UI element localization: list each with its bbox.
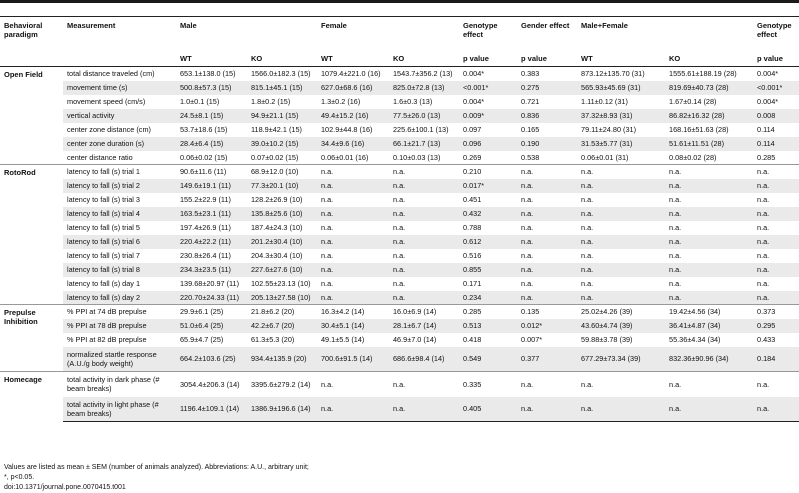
- value-cell: n.a.: [757, 251, 770, 260]
- value-cell: n.a.: [517, 179, 577, 193]
- value-cell: 220.4±22.2 (11): [176, 235, 247, 249]
- value-cell: 49.4±15.2 (16): [317, 109, 389, 123]
- value-cell: 0.08±0.02 (28): [669, 152, 717, 162]
- table-row: [0, 81, 799, 95]
- value-cell: n.a.: [577, 263, 665, 277]
- table-row: [0, 193, 799, 207]
- value-cell: 39.0±10.2 (15): [247, 137, 317, 151]
- value-cell: 0.275: [517, 81, 577, 95]
- table-row: [0, 277, 799, 291]
- value-cell: 102.9±44.8 (16): [321, 125, 373, 134]
- table-row: [0, 109, 799, 123]
- value-cell: n.a.: [665, 263, 753, 277]
- value-cell: 42.2±6.7 (20): [247, 319, 317, 333]
- value-cell: 19.42±4.56 (34): [665, 305, 753, 319]
- value-cell: 627.0±68.6 (16): [317, 81, 389, 95]
- value-cell: 3395.6±279.2 (14): [247, 372, 317, 397]
- table-row: [0, 123, 799, 137]
- value-cell: 21.8±6.2 (20): [247, 305, 317, 319]
- header-female-ko: KO: [389, 51, 459, 67]
- table-top-rule: [0, 0, 799, 3]
- value-cell: n.a.: [577, 207, 665, 221]
- value-cell: 0.269: [463, 152, 482, 162]
- value-cell: n.a.: [521, 195, 534, 204]
- measurement-cell: latency to fall (s) trial 5: [67, 223, 140, 232]
- value-cell: n.a.: [393, 223, 406, 232]
- value-cell: 36.41±4.87 (34): [665, 319, 753, 333]
- value-cell: 0.549: [459, 347, 517, 372]
- value-cell: n.a.: [517, 235, 577, 249]
- value-cell: 0.017*: [459, 179, 517, 193]
- value-cell: 90.6±11.6 (11): [176, 165, 247, 179]
- measurement-cell: latency to fall (s) trial 3: [67, 195, 140, 204]
- table-row: [0, 347, 799, 372]
- value-cell: 686.6±98.4 (14): [389, 347, 459, 372]
- value-cell: 0.07±0.02 (15): [251, 152, 299, 162]
- value-cell: 234.3±23.5 (11): [176, 263, 247, 277]
- value-cell: 28.4±6.4 (15): [176, 137, 247, 151]
- header-genotype-effect: Genotype effect: [463, 21, 498, 39]
- value-cell: 0.612: [459, 235, 517, 249]
- value-cell: n.a.: [665, 235, 753, 249]
- value-cell: 1.8±0.2 (15): [251, 97, 291, 106]
- value-cell: 187.4±24.3 (10): [251, 223, 303, 232]
- value-cell: n.a.: [393, 195, 406, 204]
- value-cell: 0.513: [459, 319, 517, 333]
- value-cell: 934.4±135.9 (20): [247, 347, 317, 372]
- measurement-cell: latency to fall (s) trial 8: [63, 263, 176, 277]
- value-cell: 3054.4±206.3 (14): [176, 372, 247, 397]
- value-cell: 653.1±138.0 (15): [176, 67, 247, 81]
- measurement-cell: % PPI at 82 dB prepulse: [67, 335, 147, 344]
- measurement-cell: movement time (s): [63, 81, 176, 95]
- value-cell: 0.383: [517, 67, 577, 81]
- value-cell: n.a.: [321, 251, 334, 260]
- measurement-cell: latency to fall (s) trial 6: [63, 235, 176, 249]
- value-cell: 201.2±30.4 (10): [247, 235, 317, 249]
- value-cell: n.a.: [753, 207, 799, 221]
- value-cell: 700.6±91.5 (14): [317, 347, 389, 372]
- value-cell: n.a.: [753, 372, 799, 397]
- value-cell: n.a.: [389, 397, 459, 422]
- measurement-cell: % PPI at 78 dB prepulse: [63, 319, 176, 333]
- value-cell: n.a.: [317, 397, 389, 422]
- value-cell: 0.06±0.02 (15): [180, 152, 228, 162]
- table-row: [0, 291, 799, 305]
- value-cell: 0.433: [757, 335, 776, 344]
- value-cell: 168.16±51.63 (28): [669, 125, 729, 134]
- value-cell: 227.6±27.6 (10): [247, 263, 317, 277]
- value-cell: n.a.: [517, 372, 577, 397]
- measurement-cell: vertical activity: [63, 109, 176, 123]
- table-row: [0, 95, 799, 109]
- value-cell: n.a.: [757, 279, 770, 288]
- value-cell: 230.8±26.4 (11): [180, 251, 231, 260]
- value-cell: 832.36±90.96 (34): [665, 347, 753, 372]
- value-cell: 1566.0±182.3 (15): [247, 67, 317, 81]
- value-cell: n.a.: [317, 179, 389, 193]
- table-row: [0, 249, 799, 263]
- value-cell: n.a.: [317, 291, 389, 305]
- value-cell: n.a.: [389, 291, 459, 305]
- value-cell: n.a.: [577, 235, 665, 249]
- value-cell: 0.234: [459, 291, 517, 305]
- value-cell: 53.7±18.6 (15): [180, 125, 228, 134]
- value-cell: n.a.: [393, 251, 406, 260]
- value-cell: n.a.: [665, 397, 753, 422]
- measurement-cell: center zone duration (s): [63, 137, 176, 151]
- value-cell: 0.004*: [753, 67, 799, 81]
- value-cell: n.a.: [389, 372, 459, 397]
- paradigm-cell: Homecage: [0, 372, 63, 422]
- footnote-significance: *, p<0.05.: [4, 474, 35, 481]
- value-cell: n.a.: [665, 165, 753, 179]
- header-gender-pvalue: p value: [517, 51, 577, 67]
- value-cell: 139.68±20.97 (11): [180, 279, 240, 288]
- value-cell: 873.12±135.70 (31): [577, 67, 665, 81]
- value-cell: n.a.: [389, 207, 459, 221]
- value-cell: 135.8±25.6 (10): [247, 207, 317, 221]
- value-cell: 197.4±26.9 (11): [180, 223, 231, 232]
- value-cell: n.a.: [389, 235, 459, 249]
- table-row: [0, 207, 799, 221]
- value-cell: n.a.: [669, 279, 682, 288]
- value-cell: 220.70±24.33 (11): [176, 291, 247, 305]
- value-cell: 0.788: [463, 223, 482, 232]
- value-cell: n.a.: [669, 195, 682, 204]
- value-cell: 0.10±0.03 (13): [393, 152, 441, 162]
- value-cell: 677.29±73.34 (39): [577, 347, 665, 372]
- value-cell: 500.8±57.3 (15): [176, 81, 247, 95]
- measurement-cell: movement speed (cm/s): [67, 97, 146, 106]
- header-paradigm: Behavioral paradigm: [4, 21, 43, 39]
- value-cell: 664.2±103.6 (25): [176, 347, 247, 372]
- table-row: [0, 165, 799, 179]
- table-row: [0, 179, 799, 193]
- value-cell: n.a.: [517, 291, 577, 305]
- value-cell: 815.1±45.1 (15): [247, 81, 317, 95]
- value-cell: n.a.: [517, 207, 577, 221]
- value-cell: 1386.9±196.6 (14): [247, 397, 317, 422]
- value-cell: <0.001*: [753, 81, 799, 95]
- value-cell: 0.538: [521, 152, 540, 162]
- header-male-ko: KO: [247, 51, 317, 67]
- paradigm-cell: RotoRod: [0, 165, 63, 305]
- value-cell: n.a.: [581, 251, 594, 260]
- value-cell: 51.0±6.4 (25): [176, 319, 247, 333]
- value-cell: 61.3±5.3 (20): [251, 335, 295, 344]
- value-cell: n.a.: [753, 263, 799, 277]
- header-male-female: Male+Female: [581, 21, 628, 30]
- value-cell: 59.88±3.78 (39): [581, 335, 633, 344]
- value-cell: 30.4±5.1 (14): [317, 319, 389, 333]
- value-cell: 0.135: [517, 305, 577, 319]
- value-cell: 0.114: [753, 137, 799, 151]
- value-cell: 24.5±8.1 (15): [176, 109, 247, 123]
- value-cell: 28.1±6.7 (14): [389, 319, 459, 333]
- value-cell: n.a.: [517, 397, 577, 422]
- table-footnotes: [4, 463, 309, 493]
- value-cell: 65.9±4.7 (25): [180, 335, 224, 344]
- value-cell: 1196.4±109.1 (14): [176, 397, 247, 422]
- value-cell: 68.9±12.0 (10): [247, 165, 317, 179]
- value-cell: 1.6±0.3 (13): [393, 97, 433, 106]
- value-cell: n.a.: [389, 263, 459, 277]
- value-cell: 565.93±45.69 (31): [577, 81, 665, 95]
- measurement-cell: latency to fall (s) trial 1: [63, 165, 176, 179]
- value-cell: 1.0±0.1 (15): [180, 97, 220, 106]
- value-cell: n.a.: [317, 165, 389, 179]
- value-cell: 128.2±26.9 (10): [251, 195, 303, 204]
- value-cell: n.a.: [581, 223, 594, 232]
- value-cell: 0.516: [463, 251, 482, 260]
- table-row: [0, 221, 799, 235]
- value-cell: n.a.: [321, 223, 334, 232]
- value-cell: 0.012*: [517, 319, 577, 333]
- footnote-values: Values are listed as mean ± SEM (number of animals analyzed). Abbreviations: A.U., arbitrary unit;: [4, 464, 309, 471]
- header-measurement: Measurement: [67, 21, 116, 30]
- header-row-2: [0, 51, 799, 67]
- header-mf-wt: WT: [577, 51, 665, 67]
- value-cell: 0.004*: [757, 97, 779, 106]
- value-cell: n.a.: [753, 235, 799, 249]
- value-cell: 1.67±0.14 (28): [669, 97, 717, 106]
- table-body: [0, 67, 799, 422]
- header-combined-pvalue: p value: [753, 51, 799, 67]
- paradigm-cell: Open Field: [0, 67, 63, 165]
- value-cell: 34.4±9.6 (16): [317, 137, 389, 151]
- table-row: [0, 67, 799, 81]
- value-cell: n.a.: [321, 195, 334, 204]
- behavioral-data-table: [0, 16, 799, 422]
- value-cell: 1543.7±356.2 (13): [389, 67, 459, 81]
- table-row: [0, 305, 799, 319]
- value-cell: 94.9±21.1 (15): [247, 109, 317, 123]
- value-cell: 118.9±42.1 (15): [251, 125, 302, 134]
- value-cell: 79.11±24.80 (31): [581, 125, 637, 134]
- header-female: Female: [321, 21, 347, 30]
- value-cell: n.a.: [753, 397, 799, 422]
- value-cell: 16.0±6.9 (14): [389, 305, 459, 319]
- value-cell: n.a.: [389, 165, 459, 179]
- value-cell: 0.190: [517, 137, 577, 151]
- value-cell: n.a.: [665, 291, 753, 305]
- value-cell: n.a.: [665, 372, 753, 397]
- value-cell: 37.32±8.93 (31): [577, 109, 665, 123]
- header-genotype-effect-combined: Genotype effect: [757, 21, 792, 39]
- value-cell: n.a.: [753, 179, 799, 193]
- value-cell: 0.373: [753, 305, 799, 319]
- value-cell: 0.004*: [459, 67, 517, 81]
- value-cell: 0.295: [753, 319, 799, 333]
- value-cell: n.a.: [665, 207, 753, 221]
- value-cell: n.a.: [393, 279, 406, 288]
- value-cell: 1555.61±188.19 (28): [665, 67, 753, 81]
- value-cell: n.a.: [521, 251, 534, 260]
- value-cell: 43.60±4.74 (39): [577, 319, 665, 333]
- value-cell: 25.02±4.26 (39): [577, 305, 665, 319]
- value-cell: n.a.: [577, 165, 665, 179]
- table-row: [0, 397, 799, 422]
- value-cell: 16.3±4.2 (14): [317, 305, 389, 319]
- value-cell: 31.53±5.77 (31): [577, 137, 665, 151]
- value-cell: 0.405: [459, 397, 517, 422]
- value-cell: 0.008: [753, 109, 799, 123]
- value-cell: 149.6±19.1 (11): [176, 179, 247, 193]
- value-cell: 0.721: [521, 97, 540, 106]
- value-cell: 29.9±6.1 (25): [176, 305, 247, 319]
- measurement-cell: total activity in dark phase (# beam breaks): [63, 372, 176, 397]
- value-cell: 205.13±27.58 (10): [247, 291, 317, 305]
- value-cell: n.a.: [577, 372, 665, 397]
- value-cell: 0.165: [521, 125, 540, 134]
- table-row: [0, 372, 799, 397]
- value-cell: 819.69±40.73 (28): [665, 81, 753, 95]
- header-row-1: [0, 17, 799, 52]
- table-row: [0, 151, 799, 165]
- footnote-doi: doi:10.1371/journal.pone.0070415.t001: [4, 484, 126, 491]
- value-cell: n.a.: [517, 263, 577, 277]
- value-cell: n.a.: [669, 223, 682, 232]
- value-cell: 0.285: [459, 305, 517, 319]
- value-cell: n.a.: [669, 251, 682, 260]
- table-row: [0, 319, 799, 333]
- value-cell: n.a.: [521, 223, 534, 232]
- measurement-cell: % PPI at 74 dB prepulse: [63, 305, 176, 319]
- value-cell: 0.114: [757, 125, 775, 134]
- value-cell: n.a.: [757, 195, 770, 204]
- value-cell: 55.36±4.34 (34): [669, 335, 721, 344]
- value-cell: n.a.: [753, 165, 799, 179]
- measurement-cell: total activity in light phase (# beam breaks): [63, 397, 176, 422]
- table-row: [0, 263, 799, 277]
- value-cell: 0.004*: [463, 97, 485, 106]
- value-cell: 0.451: [463, 195, 482, 204]
- value-cell: 102.55±23.13 (10): [251, 279, 311, 288]
- measurement-cell: center distance ratio: [67, 152, 133, 162]
- value-cell: <0.001*: [459, 81, 517, 95]
- value-cell: 66.1±21.7 (13): [389, 137, 459, 151]
- value-cell: n.a.: [321, 279, 334, 288]
- value-cell: 0.184: [753, 347, 799, 372]
- value-cell: n.a.: [665, 179, 753, 193]
- value-cell: 49.1±5.5 (14): [321, 335, 365, 344]
- paradigm-cell: Prepulse Inhibition: [0, 305, 63, 372]
- value-cell: n.a.: [577, 291, 665, 305]
- value-cell: 1.3±0.2 (16): [321, 97, 361, 106]
- value-cell: n.a.: [753, 291, 799, 305]
- value-cell: 0.096: [459, 137, 517, 151]
- value-cell: 86.82±16.32 (28): [665, 109, 753, 123]
- value-cell: 0.06±0.01 (16): [321, 152, 369, 162]
- measurement-cell: total distance traveled (cm): [63, 67, 176, 81]
- value-cell: 163.5±23.1 (11): [176, 207, 247, 221]
- header-male-wt: WT: [176, 51, 247, 67]
- value-cell: 46.9±7.0 (14): [393, 335, 437, 344]
- value-cell: 0.009*: [459, 109, 517, 123]
- value-cell: n.a.: [317, 235, 389, 249]
- header-mf-ko: KO: [665, 51, 753, 67]
- value-cell: n.a.: [581, 195, 594, 204]
- value-cell: n.a.: [757, 223, 770, 232]
- value-cell: 1079.4±221.0 (16): [317, 67, 389, 81]
- table-row: [0, 333, 799, 347]
- measurement-cell: latency to fall (s) trial 4: [63, 207, 176, 221]
- value-cell: n.a.: [581, 279, 594, 288]
- value-cell: 0.432: [459, 207, 517, 221]
- table-row: [0, 235, 799, 249]
- value-cell: 0.377: [517, 347, 577, 372]
- value-cell: 155.2±22.9 (11): [180, 195, 231, 204]
- value-cell: n.a.: [317, 263, 389, 277]
- value-cell: 0.836: [517, 109, 577, 123]
- value-cell: n.a.: [389, 179, 459, 193]
- value-cell: 77.3±20.1 (10): [247, 179, 317, 193]
- header-male: Male: [180, 21, 197, 30]
- measurement-cell: latency to fall (s) trial 7: [67, 251, 140, 260]
- value-cell: n.a.: [317, 207, 389, 221]
- value-cell: 225.6±100.1 (13): [393, 125, 449, 134]
- value-cell: 0.210: [459, 165, 517, 179]
- value-cell: 0.855: [459, 263, 517, 277]
- value-cell: 1.11±0.12 (31): [581, 97, 628, 106]
- value-cell: n.a.: [577, 179, 665, 193]
- value-cell: 77.5±26.0 (13): [389, 109, 459, 123]
- value-cell: 0.418: [463, 335, 482, 344]
- header-female-wt: WT: [317, 51, 389, 67]
- value-cell: 0.285: [757, 152, 776, 162]
- value-cell: 51.61±11.51 (28): [665, 137, 753, 151]
- value-cell: 0.335: [459, 372, 517, 397]
- value-cell: n.a.: [317, 372, 389, 397]
- value-cell: 0.007*: [521, 335, 543, 344]
- measurement-cell: latency to fall (s) day 2: [63, 291, 176, 305]
- value-cell: 0.097: [463, 125, 482, 134]
- value-cell: 0.06±0.01 (31): [581, 152, 629, 162]
- measurement-cell: center zone distance (cm): [67, 125, 151, 134]
- value-cell: 825.0±72.8 (13): [389, 81, 459, 95]
- measurement-cell: normalized startle response (A.U./g body weight): [63, 347, 176, 372]
- value-cell: n.a.: [521, 279, 534, 288]
- table-row: [0, 137, 799, 151]
- value-cell: 0.171: [463, 279, 482, 288]
- header-gender-effect: Gender effect: [521, 21, 570, 30]
- measurement-cell: latency to fall (s) trial 2: [63, 179, 176, 193]
- header-genotype-pvalue: p value: [459, 51, 517, 67]
- measurement-cell: latency to fall (s) day 1: [67, 279, 141, 288]
- value-cell: 204.3±30.4 (10): [251, 251, 303, 260]
- value-cell: n.a.: [517, 165, 577, 179]
- value-cell: n.a.: [577, 397, 665, 422]
